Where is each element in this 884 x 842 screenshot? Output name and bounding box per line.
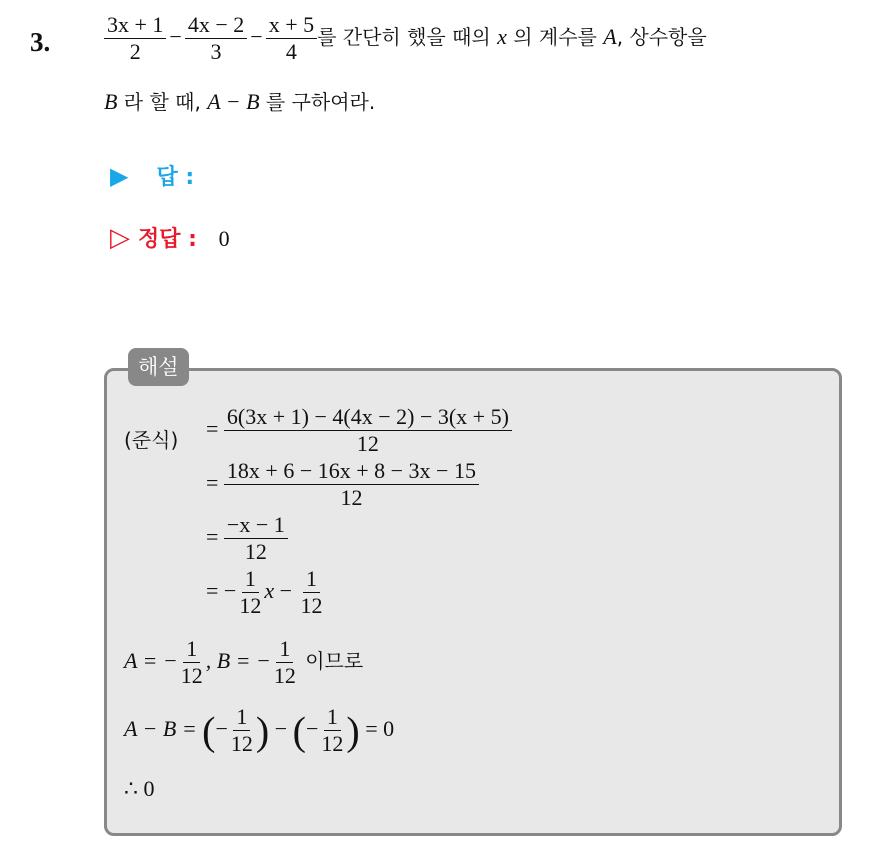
fraction-1-numerator: 3x + 1 bbox=[104, 12, 166, 39]
fraction-3-denominator: 4 bbox=[285, 39, 297, 65]
fraction-1-denominator: 2 bbox=[129, 39, 141, 65]
answer-row bbox=[110, 160, 194, 191]
variable-A: A bbox=[603, 23, 617, 49]
a-value-denominator: 12 bbox=[180, 663, 203, 689]
step-4b-numerator: 1 bbox=[303, 566, 320, 593]
equals-sign: = bbox=[206, 415, 219, 441]
fraction-3 bbox=[266, 12, 317, 66]
minus-sign: − bbox=[250, 23, 263, 49]
question-text-1a: 를 간단히 했을 때의 bbox=[317, 24, 498, 49]
correct-answer-value: 0 bbox=[218, 226, 230, 251]
fraction-2-numerator: 4x − 2 bbox=[185, 12, 247, 39]
variable-x: x bbox=[264, 577, 275, 603]
left-paren: ( bbox=[292, 708, 306, 754]
variable-B: B bbox=[104, 89, 118, 114]
minus-sign: − bbox=[269, 715, 293, 741]
minus-sign: − bbox=[274, 577, 298, 603]
line-6-rhs: = 0 bbox=[359, 715, 395, 741]
solution-step-1 bbox=[206, 404, 512, 458]
question-line-1 bbox=[104, 12, 707, 66]
b-value-numerator: 1 bbox=[276, 636, 293, 663]
minus-sign: − bbox=[306, 715, 319, 741]
step-1-numerator: 6(3x + 1) − 4(4x − 2) − 3(x + 5) bbox=[224, 404, 512, 431]
line-6b-numerator: 1 bbox=[324, 704, 341, 731]
step-1-fraction bbox=[224, 404, 512, 458]
b-value-fraction bbox=[271, 636, 299, 690]
solution-step-3 bbox=[206, 512, 288, 566]
a-value-fraction bbox=[178, 636, 206, 690]
line-6-lhs: A − B = bbox=[124, 715, 203, 741]
step-2-denominator: 12 bbox=[340, 485, 363, 511]
correct-answer-row bbox=[110, 222, 230, 253]
step-3-fraction bbox=[224, 512, 288, 566]
step-1-denominator: 12 bbox=[356, 431, 379, 457]
solution-tag: 해설 bbox=[128, 348, 189, 386]
left-paren: ( bbox=[202, 708, 216, 754]
solution-step-2 bbox=[206, 458, 479, 512]
b-value-lhs: , B = − bbox=[205, 647, 271, 673]
play-arrow-icon: ▶ bbox=[110, 162, 129, 190]
minus-sign: − bbox=[215, 715, 228, 741]
right-paren: ) bbox=[346, 708, 360, 754]
question-number: 3. bbox=[30, 27, 51, 57]
step-3-numerator: −x − 1 bbox=[224, 512, 288, 539]
line-5-tail: 이므로 bbox=[298, 648, 364, 673]
equals-sign: = bbox=[206, 523, 219, 549]
a-value-numerator: 1 bbox=[183, 636, 200, 663]
answer-label: 답 : bbox=[156, 165, 195, 190]
solution-step-4 bbox=[206, 566, 326, 620]
question-line-2 bbox=[104, 86, 375, 115]
line-6a-denominator: 12 bbox=[230, 731, 253, 757]
fraction-1 bbox=[104, 12, 166, 66]
step-4b-denominator: 12 bbox=[300, 593, 323, 619]
variable-x: x bbox=[497, 23, 507, 49]
fraction-2-denominator: 3 bbox=[210, 39, 222, 65]
step-2-fraction bbox=[224, 458, 479, 512]
line-6b-denominator: 12 bbox=[321, 731, 344, 757]
step-4-fraction-b bbox=[298, 566, 326, 620]
equals-sign: = bbox=[206, 577, 219, 603]
step-4-fraction-a bbox=[236, 566, 264, 620]
step-4a-denominator: 12 bbox=[239, 593, 262, 619]
solution-lhs: (준식) bbox=[124, 428, 179, 452]
right-paren: ) bbox=[255, 708, 270, 754]
equals-sign: = bbox=[206, 469, 219, 495]
step-4a-numerator: 1 bbox=[242, 566, 259, 593]
solution-conclusion: ∴ 0 bbox=[124, 776, 155, 801]
solution-line-6 bbox=[124, 704, 394, 758]
expression-a-minus-b: A − B bbox=[207, 89, 260, 114]
question-text-2a: 라 할 때, bbox=[117, 90, 208, 114]
minus-sign: − bbox=[169, 23, 182, 49]
outline-arrow-icon: ▷ bbox=[110, 223, 130, 253]
fraction-3-numerator: x + 5 bbox=[266, 12, 317, 39]
solution-line-5 bbox=[124, 636, 363, 690]
question-text-1c: , 상수항을 bbox=[616, 24, 707, 49]
question-text-2b: 를 구하여라. bbox=[259, 90, 376, 114]
fraction-2 bbox=[185, 12, 247, 66]
b-value-denominator: 12 bbox=[273, 663, 296, 689]
line-6-fraction-a bbox=[228, 704, 256, 758]
question-text-1b: 의 계수를 bbox=[506, 24, 604, 49]
step-3-denominator: 12 bbox=[244, 539, 267, 565]
a-value-lhs: A = − bbox=[124, 647, 178, 673]
line-6-fraction-b bbox=[318, 704, 346, 758]
line-6a-numerator: 1 bbox=[233, 704, 250, 731]
step-2-numerator: 18x + 6 − 16x + 8 − 3x − 15 bbox=[224, 458, 479, 485]
minus-sign: − bbox=[223, 577, 237, 603]
correct-answer-label: 정답 : bbox=[138, 227, 197, 252]
